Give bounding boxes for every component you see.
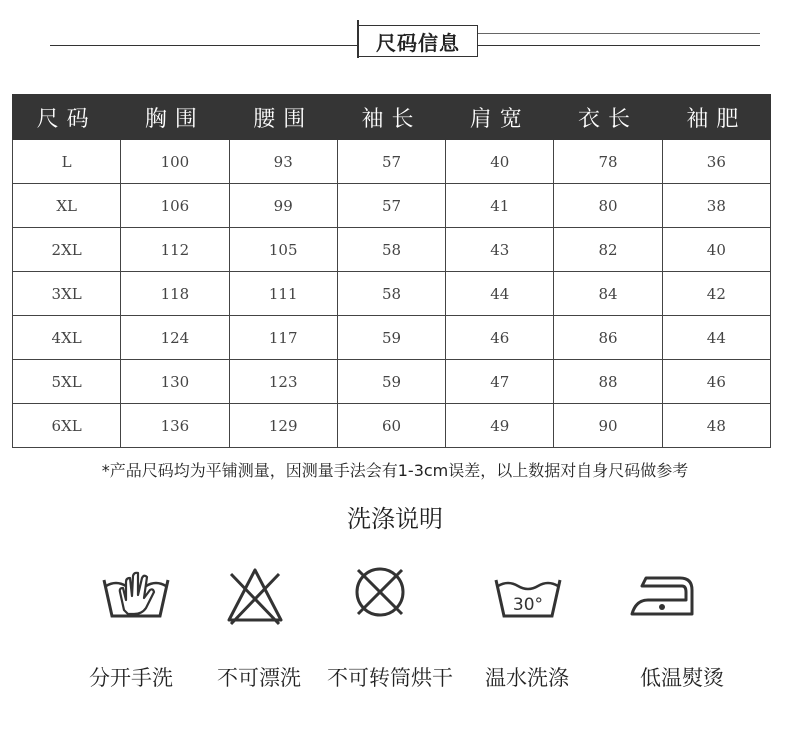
- section-header: [0, 0, 790, 70]
- column-header: 肩宽: [446, 95, 554, 140]
- wash-label-low-iron: 低温熨烫: [640, 666, 724, 690]
- measurement-cell: 82: [554, 228, 662, 272]
- measurement-cell: 49: [446, 404, 554, 448]
- measurement-cell: 40: [662, 228, 770, 272]
- page-title: 尺码信息: [358, 25, 478, 57]
- column-header: 胸围: [121, 95, 229, 140]
- measurement-cell: 44: [446, 272, 554, 316]
- measurement-cell: 78: [554, 140, 662, 184]
- size-cell: 4XL: [13, 316, 121, 360]
- column-header: 衣长: [554, 95, 662, 140]
- column-header: 尺码: [13, 95, 121, 140]
- measurement-cell: 129: [229, 404, 337, 448]
- measurement-cell: 57: [337, 184, 445, 228]
- measurement-cell: 90: [554, 404, 662, 448]
- measurement-cell: 86: [554, 316, 662, 360]
- measurement-cell: 59: [337, 316, 445, 360]
- table-row: [13, 316, 771, 360]
- size-cell: 3XL: [13, 272, 121, 316]
- wash-label-hand-wash: 分开手洗: [89, 666, 173, 690]
- measurement-cell: 123: [229, 360, 337, 404]
- size-cell: XL: [13, 184, 121, 228]
- table-row: [13, 140, 771, 184]
- measurement-cell: 100: [121, 140, 229, 184]
- measurement-cell: 111: [229, 272, 337, 316]
- measurement-note: *产品尺码均为平铺测量，因测量手法会有1-3cm误差，以上数据对自身尺码做参考: [101, 461, 689, 480]
- measurement-cell: 124: [121, 316, 229, 360]
- measurement-cell: 99: [229, 184, 337, 228]
- size-cell: 6XL: [13, 404, 121, 448]
- measurement-cell: 46: [662, 360, 770, 404]
- measurement-cell: 88: [554, 360, 662, 404]
- measurement-cell: 136: [121, 404, 229, 448]
- size-cell: 5XL: [13, 360, 121, 404]
- measurement-cell: 117: [229, 316, 337, 360]
- measurement-cell: 59: [337, 360, 445, 404]
- size-cell: 2XL: [13, 228, 121, 272]
- measurement-cell: 44: [662, 316, 770, 360]
- measurement-cell: 112: [121, 228, 229, 272]
- wash-temperature: 30°: [512, 595, 544, 615]
- no-bleach-icon: [215, 560, 295, 630]
- measurement-cell: 41: [446, 184, 554, 228]
- measurement-cell: 58: [337, 228, 445, 272]
- table-row: [13, 228, 771, 272]
- wash-label-no-bleach: 不可漂洗: [217, 666, 301, 690]
- no-tumble-dry-icon: [340, 560, 420, 630]
- table-row: [13, 272, 771, 316]
- measurement-cell: 118: [121, 272, 229, 316]
- table-row: [13, 360, 771, 404]
- measurement-cell: 42: [662, 272, 770, 316]
- table-row: [13, 404, 771, 448]
- column-header: 腰围: [229, 95, 337, 140]
- low-iron-icon: [622, 560, 702, 630]
- header-rule-upper: [478, 33, 760, 34]
- measurement-cell: 130: [121, 360, 229, 404]
- measurement-cell: 58: [337, 272, 445, 316]
- measurement-cell: 36: [662, 140, 770, 184]
- measurement-cell: 106: [121, 184, 229, 228]
- wash-label-warm-wash: 温水洗涤: [485, 666, 569, 690]
- measurement-cell: 84: [554, 272, 662, 316]
- size-cell: L: [13, 140, 121, 184]
- measurement-cell: 46: [446, 316, 554, 360]
- wash-instructions-title: 洗涤说明: [347, 505, 443, 533]
- table-row: [13, 184, 771, 228]
- measurement-cell: 38: [662, 184, 770, 228]
- measurement-cell: 60: [337, 404, 445, 448]
- size-table: [12, 94, 771, 448]
- measurement-cell: 43: [446, 228, 554, 272]
- measurement-cell: 57: [337, 140, 445, 184]
- measurement-cell: 105: [229, 228, 337, 272]
- measurement-cell: 40: [446, 140, 554, 184]
- warm-wash-30-icon: [488, 560, 568, 630]
- hand-wash-icon: [96, 560, 176, 630]
- measurement-cell: 93: [229, 140, 337, 184]
- wash-label-no-tumble-dry: 不可转筒烘干: [327, 666, 453, 690]
- table-header-row: [13, 95, 771, 140]
- column-header: 袖肥: [662, 95, 770, 140]
- measurement-cell: 47: [446, 360, 554, 404]
- column-header: 袖长: [337, 95, 445, 140]
- measurement-cell: 80: [554, 184, 662, 228]
- measurement-cell: 48: [662, 404, 770, 448]
